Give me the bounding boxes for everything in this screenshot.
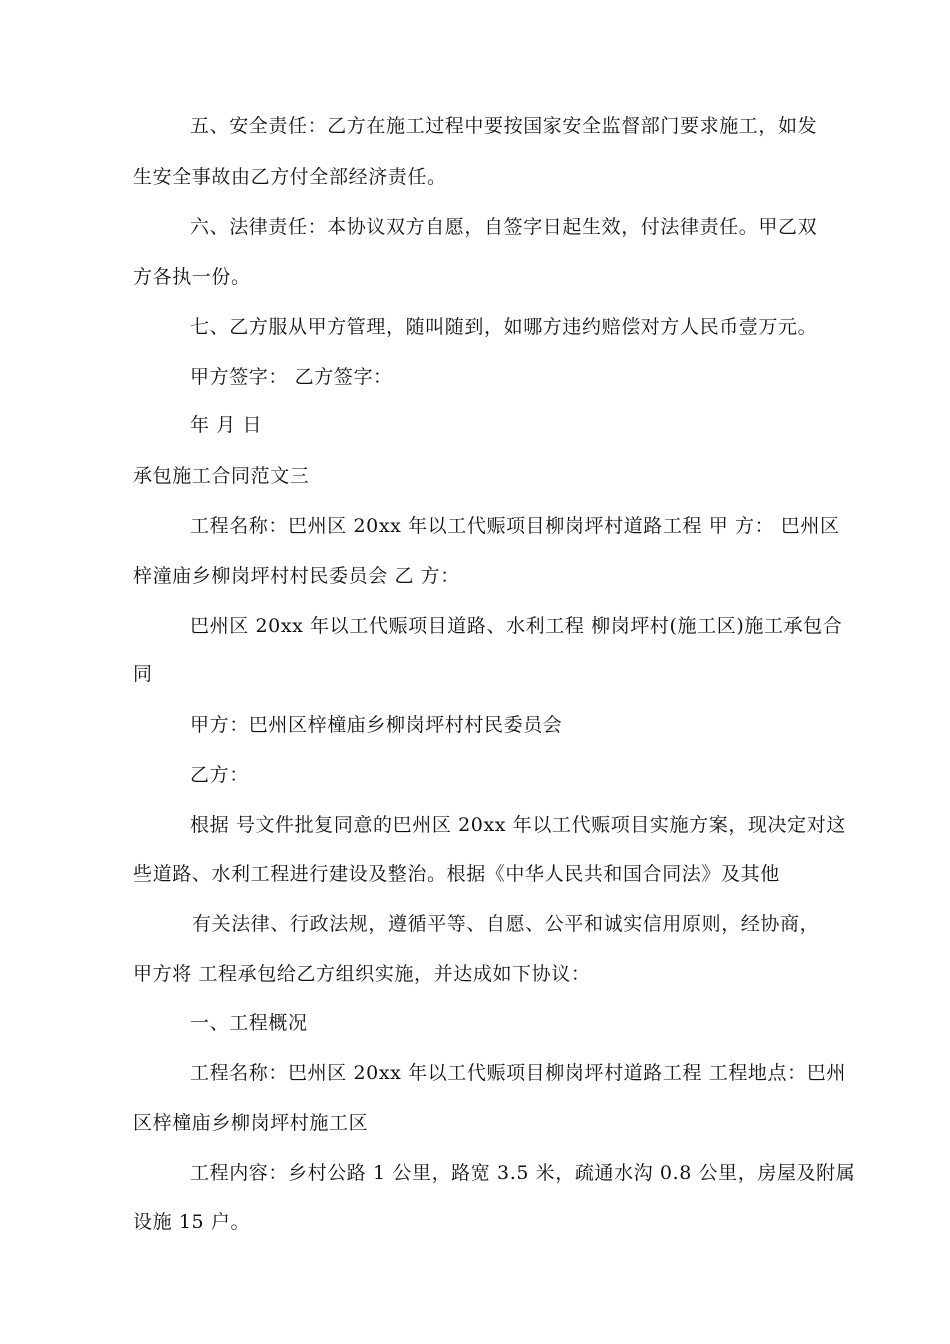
signature-line: 甲方签字： 乙方签字： [190,366,393,388]
paragraph-line: 甲方将 工程承包给乙方组织实施，并达成如下协议： [133,963,591,985]
paragraph-line: 六、法律责任：本协议双方自愿，自签字日起生效，付法律责任。甲乙双 [190,216,818,238]
date-line: 年 月 日 [190,414,263,436]
paragraph-line: 根据 号文件批复同意的巴州区 20xx 年以工代赈项目实施方案，现决定对这 [190,814,846,836]
party-a-line: 甲方：巴州区梓橦庙乡柳岗坪村村民委员会 [190,714,563,736]
section-heading: 一、工程概况 [190,1012,308,1034]
paragraph-line: 区梓橦庙乡柳岗坪村施工区 [133,1112,369,1134]
paragraph-line: 巴州区 20xx 年以工代赈项目道路、水利工程 柳岗坪村(施工区)施工承包合 [190,615,843,637]
paragraph-line: 工程名称：巴州区 20xx 年以工代赈项目柳岗坪村道路工程 工程地点：巴州 [190,1062,846,1084]
paragraph-line: 些道路、水利工程进行建设及整治。根据《中华人民共和国合同法》及其他 [133,863,780,885]
paragraph-line: 七、乙方服从甲方管理，随叫随到，如哪方违约赔偿对方人民币壹万元。 [190,316,818,338]
paragraph-line: 五、安全责任：乙方在施工过程中要按国家安全监督部门要求施工，如发 [190,115,818,137]
paragraph-line: 生安全事故由乙方付全部经济责任。 [133,166,447,188]
section-title: 承包施工合同范文三 [133,465,310,487]
paragraph-line: 梓潼庙乡柳岗坪村村民委员会 乙 方： [133,565,460,587]
paragraph-line: 方各执一份。 [133,266,251,288]
party-b-line: 乙方： [190,764,249,786]
paragraph-line: 工程名称：巴州区 20xx 年以工代赈项目柳岗坪村道路工程 甲 方： 巴州区 [190,515,840,537]
paragraph-line: 同 [133,663,153,685]
paragraph-line: 有关法律、行政法规，遵循平等、自愿、公平和诚实信用原则，经协商， [192,913,820,935]
paragraph-line: 工程内容：乡村公路 1 公里，路宽 3.5 米，疏通水沟 0.8 公里，房屋及附属 [190,1162,856,1184]
paragraph-line: 设施 15 户。 [133,1211,251,1233]
